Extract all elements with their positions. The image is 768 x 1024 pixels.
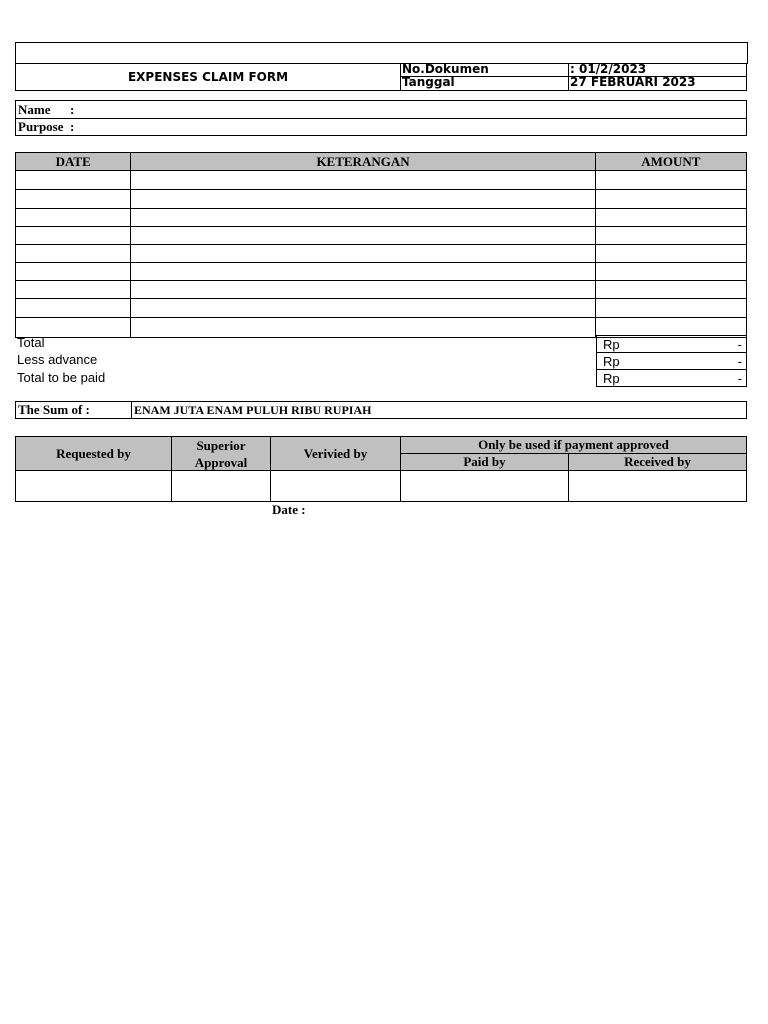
verified-by-signature[interactable]	[270, 470, 401, 502]
form-top-bar	[15, 42, 748, 64]
superior-approval-header: Superior Approval	[171, 436, 271, 471]
form-title	[15, 63, 401, 91]
date-cell[interactable]	[16, 299, 131, 318]
description-cell[interactable]	[131, 209, 595, 227]
description-cell[interactable]	[131, 171, 595, 190]
amount-cell[interactable]	[595, 263, 746, 281]
expenses-table	[15, 152, 747, 338]
name-row[interactable]	[15, 100, 747, 119]
amount-cell[interactable]	[595, 281, 746, 299]
amount-cell[interactable]	[595, 190, 746, 209]
purpose-row[interactable]	[15, 118, 747, 136]
amount-cell[interactable]	[595, 245, 746, 263]
verified-by-header: Verivied by	[270, 436, 401, 471]
paid-by-header: Paid by	[400, 453, 569, 471]
currency-label: Rp	[603, 354, 620, 369]
date-value: 27 FEBRUARI 2023	[568, 76, 747, 91]
date-cell[interactable]	[16, 190, 131, 209]
column-date: DATE	[16, 153, 131, 171]
table-row	[16, 227, 747, 245]
description-cell[interactable]	[131, 281, 595, 299]
requested-by-signature[interactable]	[15, 470, 172, 502]
form-title-text: EXPENSES CLAIM FORM	[127, 70, 289, 84]
description-cell[interactable]	[131, 245, 595, 263]
superior-approval-signature[interactable]	[171, 470, 271, 502]
name-label: Name	[18, 102, 51, 117]
description-cell[interactable]	[131, 227, 595, 245]
requested-by-header: Requested by	[15, 436, 172, 471]
to-be-paid-amount	[596, 369, 747, 387]
total-value: -	[737, 337, 742, 352]
less-advance-value: -	[737, 354, 742, 369]
table-row	[16, 245, 747, 263]
table-row	[16, 281, 747, 299]
paid-by-signature[interactable]	[400, 470, 569, 502]
amount-cell[interactable]	[595, 209, 746, 227]
date-cell[interactable]	[16, 209, 131, 227]
description-cell[interactable]	[131, 299, 595, 318]
sum-value: ENAM JUTA ENAM PULUH RIBU RUPIAH	[134, 403, 372, 417]
doc-number-value: : 01/2/2023	[568, 63, 747, 77]
sum-value-cell	[131, 401, 747, 419]
purpose-colon: :	[70, 119, 75, 134]
table-row	[16, 209, 747, 227]
doc-number-label: No.Dokumen	[400, 63, 569, 77]
date-label: Tanggal	[400, 76, 569, 91]
sum-label: The Sum of :	[18, 402, 90, 417]
table-row	[16, 263, 747, 281]
total-amount	[596, 335, 747, 353]
currency-label: Rp	[603, 337, 620, 352]
column-keterangan: KETERANGAN	[131, 153, 595, 171]
description-cell[interactable]	[131, 263, 595, 281]
date-cell[interactable]	[16, 171, 131, 190]
name-colon: :	[70, 102, 75, 117]
total-label: Total	[17, 335, 45, 350]
amount-cell[interactable]	[595, 227, 746, 245]
signature-date-label: Date :	[272, 502, 306, 517]
table-row	[16, 299, 747, 318]
amount-cell[interactable]	[595, 299, 746, 318]
received-by-header: Received by	[568, 453, 747, 471]
total-to-be-paid-label: Total to be paid	[17, 370, 106, 385]
description-cell[interactable]	[131, 190, 595, 209]
payment-approved-header: Only be used if payment approved	[400, 436, 747, 454]
received-by-signature[interactable]	[568, 470, 747, 502]
description-cell[interactable]	[131, 318, 595, 338]
less-advance-amount	[596, 352, 747, 370]
date-cell[interactable]	[16, 245, 131, 263]
date-cell[interactable]	[16, 281, 131, 299]
expenses-header-row	[16, 153, 747, 171]
amount-cell[interactable]	[595, 171, 746, 190]
table-row	[16, 171, 747, 190]
column-amount: AMOUNT	[595, 153, 746, 171]
table-row	[16, 190, 747, 209]
purpose-label: Purpose	[18, 119, 64, 134]
sum-label-cell	[15, 401, 132, 419]
date-cell[interactable]	[16, 263, 131, 281]
less-advance-label: Less advance	[17, 352, 98, 367]
date-cell[interactable]	[16, 227, 131, 245]
currency-label: Rp	[603, 371, 620, 386]
to-be-paid-value: -	[737, 371, 742, 386]
